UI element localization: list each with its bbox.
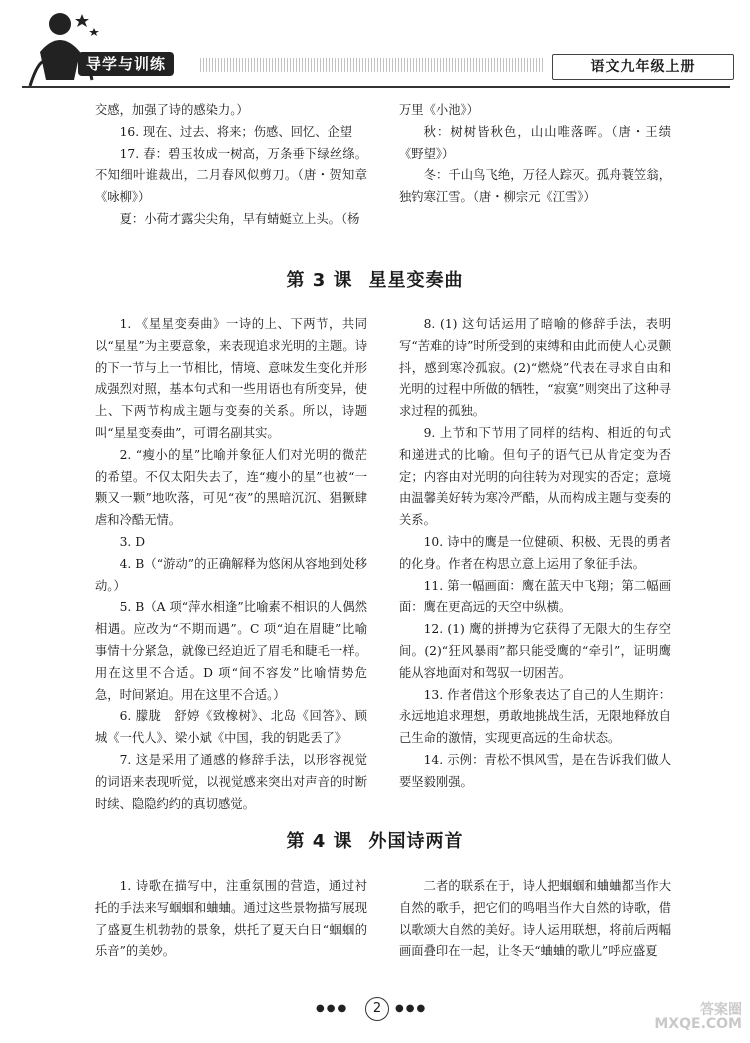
answer-paragraph: 3. D (119, 534, 146, 549)
lesson-4-right-column (399, 876, 671, 963)
grade-tag: 语文九年级上册 (552, 54, 734, 80)
footer-dots-right: ●●● (395, 1003, 428, 1014)
lesson-number: 第 3 课 (286, 270, 353, 291)
answer-paragraph: 夏：小荷才露尖尖角，早有蜻蜓立上头。（杨 (119, 211, 360, 226)
lesson-3-title (0, 266, 750, 292)
answer-paragraph: 17. 春：碧玉妆成一树高，万条垂下绿丝绦。不知细叶谁裁出，二月春风似剪刀。（唐・贺知章《咏柳》） (95, 146, 367, 205)
answer-paragraph: 10. 诗中的鹰是一位健硕、积极、无畏的勇者的化身。作者在构思立意上运用了象征手法。 (399, 534, 671, 571)
answer-paragraph: 9. 上节和下节用了同样的结构、相近的句式和递进式的比喻。但句子的语气已从肯定变为否定；内容由对光明的向往转为对现实的否定；意境由温馨美好转为寒冷严酷，从而构成主题与变奏的关系。 (399, 425, 671, 528)
logo-figure-icon (22, 8, 102, 90)
top-right-column (399, 100, 671, 209)
footer-dots-left: ●●● (316, 1003, 349, 1014)
watermark-line-1: 答案圈 (700, 1002, 742, 1018)
answer-paragraph: 14. 示例：青松不惧风雪，是在告诉我们做人要坚毅刚强。 (399, 752, 671, 789)
watermark (612, 1003, 742, 1039)
page-number: 2 (365, 997, 389, 1021)
answer-paragraph: 万里《小池》） (399, 103, 479, 117)
answer-paragraph: 交感，加强了诗的感染力。） (95, 103, 249, 117)
lesson-3-left-column (95, 314, 367, 815)
answer-paragraph: 6. 朦胧 舒婷《致橡树》、北岛《回答》、顾城《一代人》、梁小斌《中国，我的钥匙丢了》 (95, 709, 367, 746)
header-decorative-band (200, 58, 545, 72)
watermark-line-2: MXQE.COM (654, 1016, 742, 1032)
answer-paragraph: 冬：千山鸟飞绝，万径人踪灭。孤舟蓑笠翁，独钓寒江雪。（唐・柳宗元《江雪》） (399, 168, 671, 205)
header-rule (22, 86, 730, 88)
answer-paragraph: 8. (1) 这句话运用了暗喻的修辞手法，表明写“苦难的诗”时所受到的束缚和由此而使人心灵颤抖，感到寒冷孤寂。(2)“燃烧”代表在寻求自由和光明的过程中所做的牺牲，“寂寞”则突出了这种寻求过程的孤独。 (399, 317, 671, 419)
answer-paragraph: 1. 诗歌在描写中，注重氛围的营造，通过衬托的手法来写蝈蝈和蛐蛐。通过这些景物描写展现了盛夏生机勃勃的景象，烘托了夏天白日“蝈蝈的乐音”的美妙。 (95, 879, 367, 959)
answer-paragraph: 7. 这是采用了通感的修辞手法，以形容视觉的词语来表现听觉，以视觉感来突出对声音的时断时续、隐隐约约的真切感觉。 (95, 752, 367, 811)
answer-paragraph: 11. 第一幅画面：鹰在蓝天中飞翔；第二幅画面：鹰在更高远的天空中纵横。 (399, 578, 671, 615)
answer-paragraph: 5. B（A 项“萍水相逢”比喻素不相识的人偶然相遇。应改为“不期而遇”。C 项“迫在眉睫”比喻事情十分紧急，就像已经迫近了眉毛和睫毛一样。用在这里不合适。D 项“间不容发”比喻情势危急，时间紧迫。用在这里不合适。） (95, 600, 367, 702)
lesson-name: 外国诗两首 (368, 831, 464, 852)
lesson-number: 第 4 课 (286, 831, 353, 852)
page-header (0, 0, 750, 95)
answer-paragraph: 二者的联系在于，诗人把蝈蝈和蛐蛐都当作大自然的歌手，把它们的鸣唱当作大自然的诗歌，借以歌颂大自然的美好。诗人运用联想，将前后两幅画面叠印在一起，让冬天“蛐蛐的歌儿”呼应盛夏 (399, 879, 671, 959)
answer-paragraph: 4. B（“游动”的正确解释为悠闲从容地到处移动。） (95, 556, 367, 593)
lesson-name: 星星变奏曲 (368, 270, 464, 291)
answer-paragraph: 秋：树树皆秋色，山山唯落晖。（唐・王绩《野望》） (399, 124, 671, 161)
answer-paragraph: 1. 《星星变奏曲》一诗的上、下两节，共同以“星星”为主要意象，来表现追求光明的主题。诗的下一节与上一节相比，情境、意味发生变化并形成强烈对照，基本句式和一些用语也有所变异，使上、下两节构成主题与变奏的关系。所以，诗题叫“星星变奏曲”，可谓名副其实。 (95, 317, 367, 440)
book-series-title: 导学与训练 (78, 52, 174, 76)
top-left-column (95, 100, 367, 231)
lesson-4-left-column (95, 876, 367, 963)
lesson-3-right-column (399, 314, 671, 794)
answer-paragraph: 2. “瘦小的星”比喻并象征人们对光明的微茫的希望。不仅太阳失去了，连“瘦小的星”也被“一颗又一颗”地吹落，可见“夜”的黑暗沉沉、猖獗肆虐和冷酷无情。 (95, 447, 367, 528)
answer-paragraph: 16. 现在、过去、将来；伤感、回忆、企望 (119, 124, 353, 139)
answer-paragraph: 13. 作者借这个形象表达了自己的人生期许：永远地追求理想，勇敢地挑战生活，无限地释放自己生命的激情，实现更高远的生命状态。 (399, 687, 671, 746)
lesson-4-title (0, 827, 750, 853)
answer-paragraph: 12. (1) 鹰的拼搏为它获得了无限大的生存空间。(2)“狂风暴雨”都只能受鹰的“牵引”，证明鹰能从容地面对和驾驭一切困苦。 (399, 622, 671, 680)
